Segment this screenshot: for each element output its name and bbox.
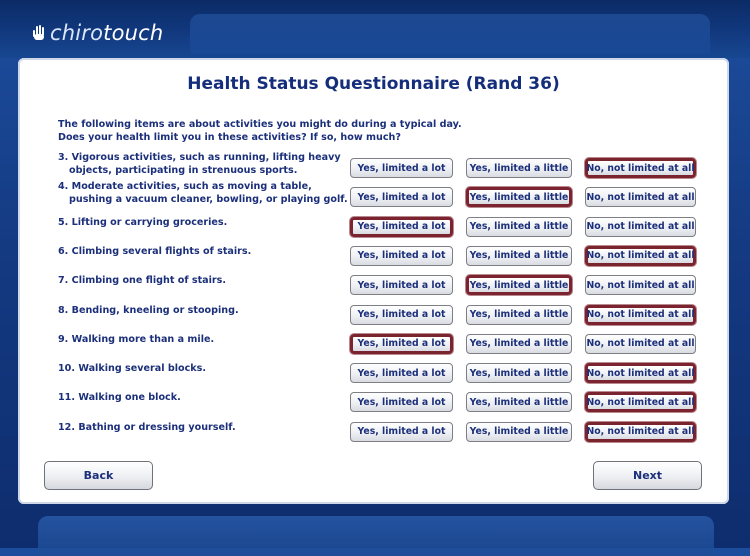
option-not-limited-button[interactable]: No, not limited at all [585, 334, 696, 354]
question-text: 7. Climbing one flight of stairs. [58, 275, 227, 287]
option-not-limited-button[interactable]: No, not limited at all [585, 275, 696, 295]
option-limited-a-little-button[interactable]: Yes, limited a little [466, 422, 572, 442]
question-label [58, 421, 358, 434]
option-limited-a-lot-button[interactable]: Yes, limited a lot [350, 334, 453, 354]
intro-line-2: Does your health limit you in these activities? If so, how much? [58, 132, 401, 143]
option-not-limited-button[interactable]: No, not limited at all [585, 158, 696, 178]
question-label [58, 245, 358, 258]
intro-text [58, 118, 658, 144]
question-label [58, 333, 358, 346]
app-header [0, 0, 750, 58]
option-not-limited-button[interactable]: No, not limited at all [585, 187, 696, 207]
option-not-limited-button[interactable]: No, not limited at all [585, 363, 696, 383]
question-label [58, 216, 358, 229]
option-limited-a-lot-button[interactable]: Yes, limited a lot [350, 305, 453, 325]
page-title: Health Status Questionnaire (Rand 36) [187, 74, 560, 94]
option-limited-a-lot-button[interactable]: Yes, limited a lot [350, 246, 453, 266]
question-text: 3. Vigorous activities, such as running, lifting heavy [58, 152, 341, 163]
hand-icon [32, 24, 46, 42]
option-limited-a-little-button[interactable]: Yes, limited a little [466, 305, 572, 325]
option-limited-a-lot-button[interactable]: Yes, limited a lot [350, 187, 453, 207]
option-limited-a-little-button[interactable]: Yes, limited a little [466, 392, 572, 412]
option-limited-a-little-button[interactable]: Yes, limited a little [466, 275, 572, 295]
option-limited-a-little-button[interactable]: Yes, limited a little [466, 363, 572, 383]
question-text: 4. Moderate activities, such as moving a table, [58, 181, 312, 193]
option-not-limited-button[interactable]: No, not limited at all [585, 422, 696, 442]
option-limited-a-little-button[interactable]: Yes, limited a little [466, 217, 572, 237]
option-limited-a-lot-button[interactable]: Yes, limited a lot [350, 217, 453, 237]
question-label [58, 274, 358, 287]
next-button[interactable]: Next [593, 461, 702, 490]
logo-wordmark: chirotouch [50, 21, 164, 45]
question-label [58, 391, 358, 404]
option-limited-a-lot-button[interactable]: Yes, limited a lot [350, 392, 453, 412]
option-limited-a-lot-button[interactable]: Yes, limited a lot [350, 363, 453, 383]
question-label [58, 304, 358, 317]
option-not-limited-button[interactable]: No, not limited at all [585, 217, 696, 237]
question-text: 12. Bathing or dressing yourself. [58, 421, 236, 433]
question-text: 8. Bending, kneeling or stooping. [58, 304, 239, 316]
intro-line-1: The following items are about activities you might do during a typical day. [58, 119, 462, 130]
question-text: 10. Walking several blocks. [58, 363, 207, 375]
back-button[interactable]: Back [44, 461, 153, 490]
question-text-continued: pushing a vacuum cleaner, bowling, or playing golf. [69, 194, 348, 206]
option-limited-a-lot-button[interactable]: Yes, limited a lot [350, 422, 453, 442]
option-limited-a-lot-button[interactable]: Yes, limited a lot [350, 275, 453, 295]
option-limited-a-little-button[interactable]: Yes, limited a little [466, 187, 572, 207]
question-label [58, 362, 358, 375]
option-limited-a-lot-button[interactable]: Yes, limited a lot [350, 158, 453, 178]
question-label [58, 180, 358, 206]
question-label [58, 151, 358, 177]
questionnaire-panel [18, 58, 729, 504]
option-not-limited-button[interactable]: No, not limited at all [585, 305, 696, 325]
question-text-continued: objects, participating in strenuous sports. [69, 165, 298, 176]
footer-decoration [38, 516, 714, 556]
question-text: 6. Climbing several flights of stairs. [58, 245, 252, 257]
question-text: 11. Walking one block. [58, 392, 181, 404]
question-text: 9. Walking more than a mile. [58, 333, 215, 345]
option-not-limited-button[interactable]: No, not limited at all [585, 246, 696, 266]
option-limited-a-little-button[interactable]: Yes, limited a little [466, 334, 572, 354]
option-limited-a-little-button[interactable]: Yes, limited a little [466, 246, 572, 266]
header-decoration [190, 14, 710, 54]
question-text: 5. Lifting or carrying groceries. [58, 216, 228, 228]
app-logo [32, 20, 163, 46]
option-limited-a-little-button[interactable]: Yes, limited a little [466, 158, 572, 178]
option-not-limited-button[interactable]: No, not limited at all [585, 392, 696, 412]
